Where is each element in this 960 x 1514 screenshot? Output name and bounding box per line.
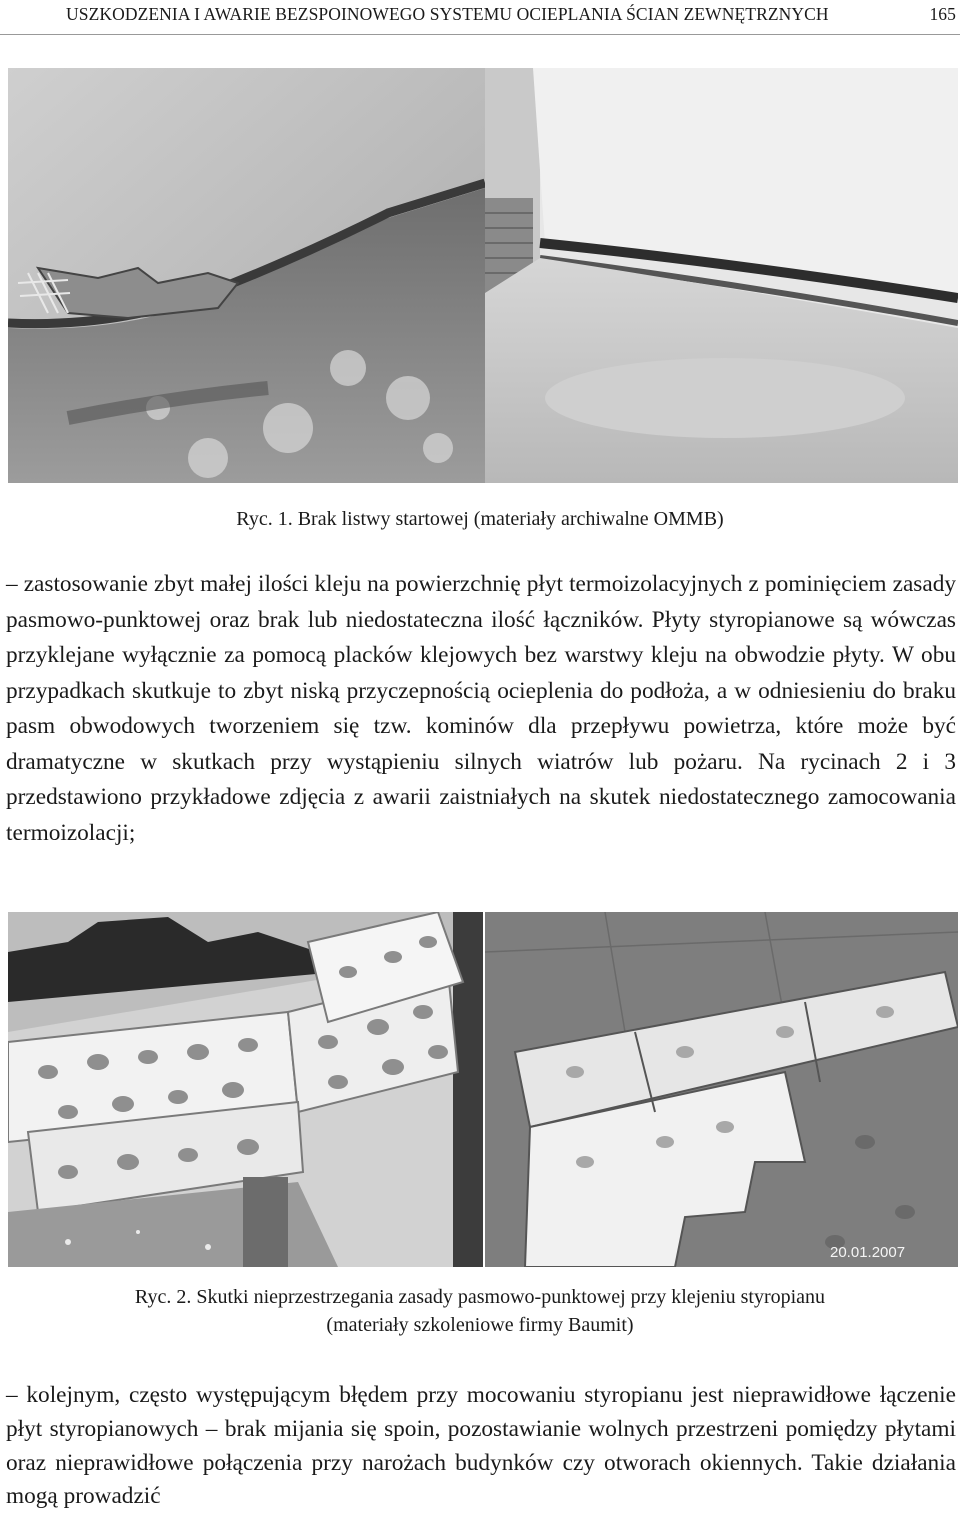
page-number: 165 (929, 4, 956, 24)
figure2-photo-right (485, 912, 958, 1267)
photo-date-stamp: 20.01.2007 (830, 1244, 906, 1261)
running-header (66, 4, 956, 26)
figure2-caption-line1: Ryc. 2. Skutki nieprzestrzegania zasady pasmowo-punktowej przy klejeniu styropianu (134, 1286, 826, 1308)
figure1-photo-right (485, 68, 958, 483)
running-title: USZKODZENIA I AWARIE BEZSPOINOWEGO SYSTEMU OCIEPLANIA ŚCIAN ZEWNĘTRZNYCH (66, 4, 829, 24)
header-rule (0, 34, 960, 35)
figure2-photo-left (8, 912, 483, 1267)
figure1-caption: Ryc. 1. Brak listwy startowej (materiały archiwalne OMMB) (236, 508, 724, 530)
paragraph-1: – zastosowanie zbyt małej ilości kleju na powierzchnię płyt termoizolacyjnych z pominięciem zasady pasmowo-punktowej oraz brak lub niedostateczna ilość łączników. Płyty styropianowe są wówczas przyklejane wyłącznie za pomocą placków klejowych bez warstwy kleju na obwodzie płyty. W obu przypadkach skutkuje to zbyt niską przyczepnością ocieplenia do podłoża, a w odniesieniu do braku pasm obwodowych tworzeniem się tzw. kominów dla przepływu powietrza, które może być dramatyczne w skutkach przy wystąpieniu silnych wiatrów lub pożaru. Na rycinach 2 i 3 przedstawiono przykładowe zdjęcia z awarii zaistniałych na skutek niedostatecznego zamocowania termoizolacji; (6, 571, 956, 846)
paragraph-2: – kolejnym, często występującym błędem przy mocowaniu styropianu jest nieprawidłowe łączenie płyt styropianowych – brak mijania się spoin, pozostawianie wolnych przestrzeni pomiędzy płytami oraz nieprawidłowe połączenia przy narożach budynków czy otworach okiennych. Takie działania mogą prowadzić (6, 1382, 956, 1510)
figure2-caption-line2: (materiały szkoleniowe firmy Baumit) (326, 1314, 634, 1336)
figure1-photo-left (8, 68, 485, 483)
